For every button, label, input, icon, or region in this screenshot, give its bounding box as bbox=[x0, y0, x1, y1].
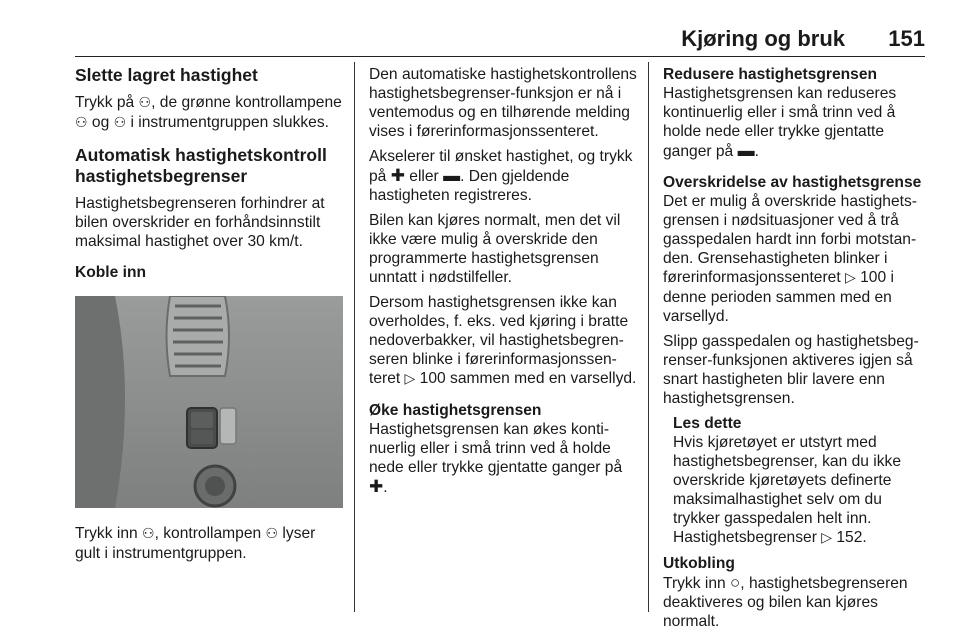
page-number: 151 bbox=[888, 26, 925, 51]
paragraph-limit-exceeded: Dersom hastighetsgrensen ikke kan overholdes, f. eks. ved kjøring i bratte nedoverbakker, vil hastighetsbegrenseren blinke i førerinformasjonssenteret ▷ 100 sammen med en varsellyd. bbox=[369, 294, 637, 387]
minus-icon: ▬ bbox=[443, 166, 461, 185]
paragraph-increase-limit: Hastighetsgrensen kan økes kontinuerlig eller i små trinn ved å holde nede eller trykke gjentatte ganger på ✚. bbox=[369, 421, 623, 496]
paragraph-reduce-limit: Hastighetsgrensen kan reduseres kontinuerlig eller i små trinn ved å holde nede eller trykke gjentatte ganger på ▬. bbox=[663, 85, 897, 160]
column-1 bbox=[75, 65, 343, 569]
reference-arrow-icon: ▷ bbox=[404, 371, 416, 387]
note-box bbox=[673, 414, 925, 548]
heading-reduce-limit: Redusere hastighetsgrensen bbox=[663, 66, 878, 83]
paragraph-press-connect: Trykk inn ⚇, kontrollampen ⚇ lyser gult i instrumentgruppen. bbox=[75, 525, 316, 562]
paragraph-accelerate: Akselerer til ønsket hastighet, og trykk på ✚ eller ▬. Den gjeldende hastigheten registreres. bbox=[369, 148, 633, 204]
paragraph-override-limit: Det er mulig å overskride hastighetsgrensen i nødsituasjoner ved å trå gasspedalen hardt inn forbi motstanden. Grensehastigheten blinker i førerinformasjonssenteret ▷ 100 i denne perioden sammen med en varsellyd. bbox=[663, 193, 917, 325]
paragraph-standby: Den automatiske hastighetskontrollens hastighetsbegrenser-funksjon er nå i ventemodus og en tilhørende melding vises i førerinformasjonssenteret. bbox=[369, 66, 637, 140]
plus-icon: ✚ bbox=[369, 477, 384, 496]
heading-override-limit: Overskridelse av hastighetsgrense bbox=[663, 174, 922, 191]
running-title: Kjøring og bruk bbox=[681, 26, 845, 51]
reference-arrow-icon: ▷ bbox=[845, 270, 856, 286]
heading-auto-speed-control: Automatisk hastighetskontroll hastighetsbegrenser bbox=[75, 145, 327, 186]
column-2 bbox=[369, 65, 637, 503]
speed-limiter-icon: ⚇ bbox=[142, 526, 155, 542]
heading-delete-speed: Slette lagret hastighet bbox=[75, 65, 258, 85]
plus-icon: ✚ bbox=[390, 166, 405, 185]
reference-arrow-icon: ▷ bbox=[821, 530, 833, 546]
note-text: Hvis kjøretøyet er utstyrt med hastighetsbegrenser, kan du ikke overskride kjøretøyets definerte maksimalhastighet selv om du trykker gasspedalen helt inn. Hastighetsbegrenser ▷ 152. bbox=[673, 434, 901, 546]
paragraph-normal-driving: Bilen kan kjøres normalt, men det vil ikke være mulig å overskride den programmerte hastighetsgrensen unntatt i nødstilfeller. bbox=[369, 212, 621, 286]
paragraph-auto-speed-control: Hastighetsbegrenseren forhindrer at bilen overskrider en forhåndsinnstilt maksimal hastighet over 30 km/t. bbox=[75, 195, 325, 250]
page-header bbox=[75, 20, 925, 57]
column-3 bbox=[663, 65, 925, 637]
column-divider bbox=[648, 62, 649, 612]
speed-limiter-icon: ⚇ bbox=[113, 115, 127, 131]
paragraph-disconnect: Trykk inn ○, hastighetsbegrenseren deaktiveres og bilen kan kjøres normalt. bbox=[663, 573, 908, 630]
page-reference[interactable]: 152 bbox=[836, 529, 863, 546]
heading-disconnect: Utkobling bbox=[663, 555, 735, 572]
dashboard-photo bbox=[75, 296, 343, 508]
note-title: Les dette bbox=[673, 415, 742, 432]
minus-icon: ▬ bbox=[737, 141, 755, 160]
page-reference[interactable]: 100 bbox=[860, 269, 887, 286]
speed-limiter-icon: ⚇ bbox=[265, 526, 279, 542]
column-divider bbox=[354, 62, 355, 612]
paragraph-release-pedal: Slipp gasspedalen og hastighetsbegrenser-funksjonen aktiveres igjen så snart hastigheten blir lavere enn hastighetsgrensen. bbox=[663, 333, 919, 407]
heading-increase-limit: Øke hastighetsgrensen bbox=[369, 402, 542, 419]
paragraph-delete-speed: Trykk på ⚇, de grønne kontrollampene ⚇ og ⚇ i instrumentgruppen slukkes. bbox=[75, 94, 342, 131]
speed-limiter-icon: ⚇ bbox=[75, 115, 88, 131]
speed-limiter-icon: ⚇ bbox=[138, 95, 152, 111]
page-reference[interactable]: 100 bbox=[419, 370, 446, 387]
heading-connect: Koble inn bbox=[75, 264, 147, 281]
ring-icon: ○ bbox=[730, 573, 741, 592]
